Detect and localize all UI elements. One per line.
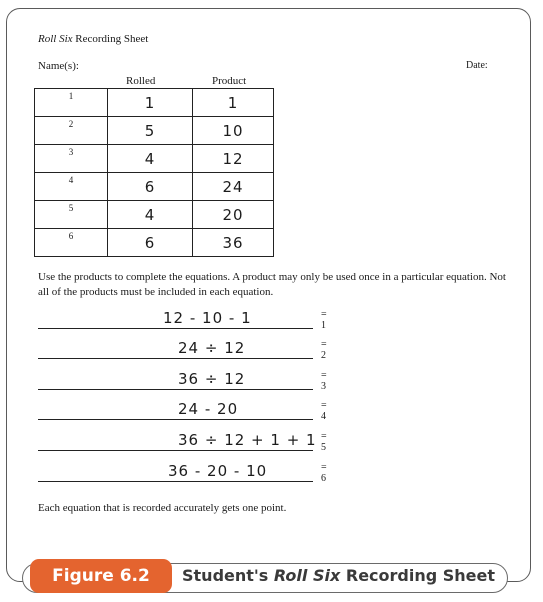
answer-line — [38, 419, 313, 420]
answer-line — [38, 358, 313, 359]
row-number: 1 — [35, 89, 108, 117]
rolled-value: 6 — [108, 229, 193, 257]
table-row — [35, 229, 274, 257]
table-row — [35, 117, 274, 145]
product-value: 20 — [193, 201, 274, 229]
equation-work: 36 - 20 - 10 — [168, 462, 268, 480]
row-number: 2 — [35, 117, 108, 145]
product-value: 36 — [193, 229, 274, 257]
rolled-value: 4 — [108, 145, 193, 173]
table-row — [35, 145, 274, 173]
table-row — [35, 173, 274, 201]
equation-result: = 2 — [321, 339, 327, 361]
date-label: Date: — [466, 60, 488, 71]
table-row — [35, 89, 274, 117]
equation-work: 24 - 20 — [178, 400, 239, 418]
equation-work: 36 ÷ 12 — [178, 370, 246, 388]
product-header: Product — [212, 75, 247, 87]
equation-result: = 1 — [321, 309, 327, 331]
equation-row — [38, 366, 327, 392]
equation-row — [38, 458, 327, 484]
equation-result: = 3 — [321, 370, 327, 392]
equation-work: 12 - 10 - 1 — [163, 309, 252, 327]
row-number: 3 — [35, 145, 108, 173]
rolled-value: 4 — [108, 201, 193, 229]
answer-line — [38, 389, 313, 390]
equation-row — [38, 427, 327, 453]
answer-line — [38, 328, 313, 329]
equation-result: = 4 — [321, 400, 327, 422]
product-value: 1 — [193, 89, 274, 117]
answer-line — [38, 481, 313, 482]
figure-caption-bar — [22, 563, 508, 593]
product-value: 24 — [193, 173, 274, 201]
instructions-text: Use the products to complete the equations. A product may only be used once in a particular equation. Not all of the products must be included in each equation. — [38, 271, 506, 298]
row-number: 6 — [35, 229, 108, 257]
answer-line — [38, 450, 313, 451]
row-number: 5 — [35, 201, 108, 229]
equation-row — [38, 305, 327, 331]
roll-table — [34, 88, 274, 257]
equation-row — [38, 335, 327, 361]
equation-result: = 5 — [321, 431, 327, 453]
equation-work: 36 ÷ 12 + 1 + 1 — [178, 431, 317, 449]
rolled-value: 5 — [108, 117, 193, 145]
row-number: 4 — [35, 173, 108, 201]
rolled-value: 1 — [108, 89, 193, 117]
equation-work: 24 ÷ 12 — [178, 339, 246, 357]
product-value: 10 — [193, 117, 274, 145]
names-label: Name(s): — [38, 60, 79, 72]
figure-caption: Student's Roll Six Recording Sheet — [182, 566, 496, 585]
equation-result: = 6 — [321, 462, 327, 484]
scoring-note: Each equation that is recorded accurately gets one point. — [38, 502, 287, 514]
sheet-title: Roll Six Recording Sheet — [38, 33, 149, 45]
figure-badge: Figure 6.2 — [30, 559, 172, 593]
product-value: 12 — [193, 145, 274, 173]
rolled-value: 6 — [108, 173, 193, 201]
rolled-header: Rolled — [126, 75, 156, 87]
equation-row — [38, 396, 327, 422]
table-row — [35, 201, 274, 229]
